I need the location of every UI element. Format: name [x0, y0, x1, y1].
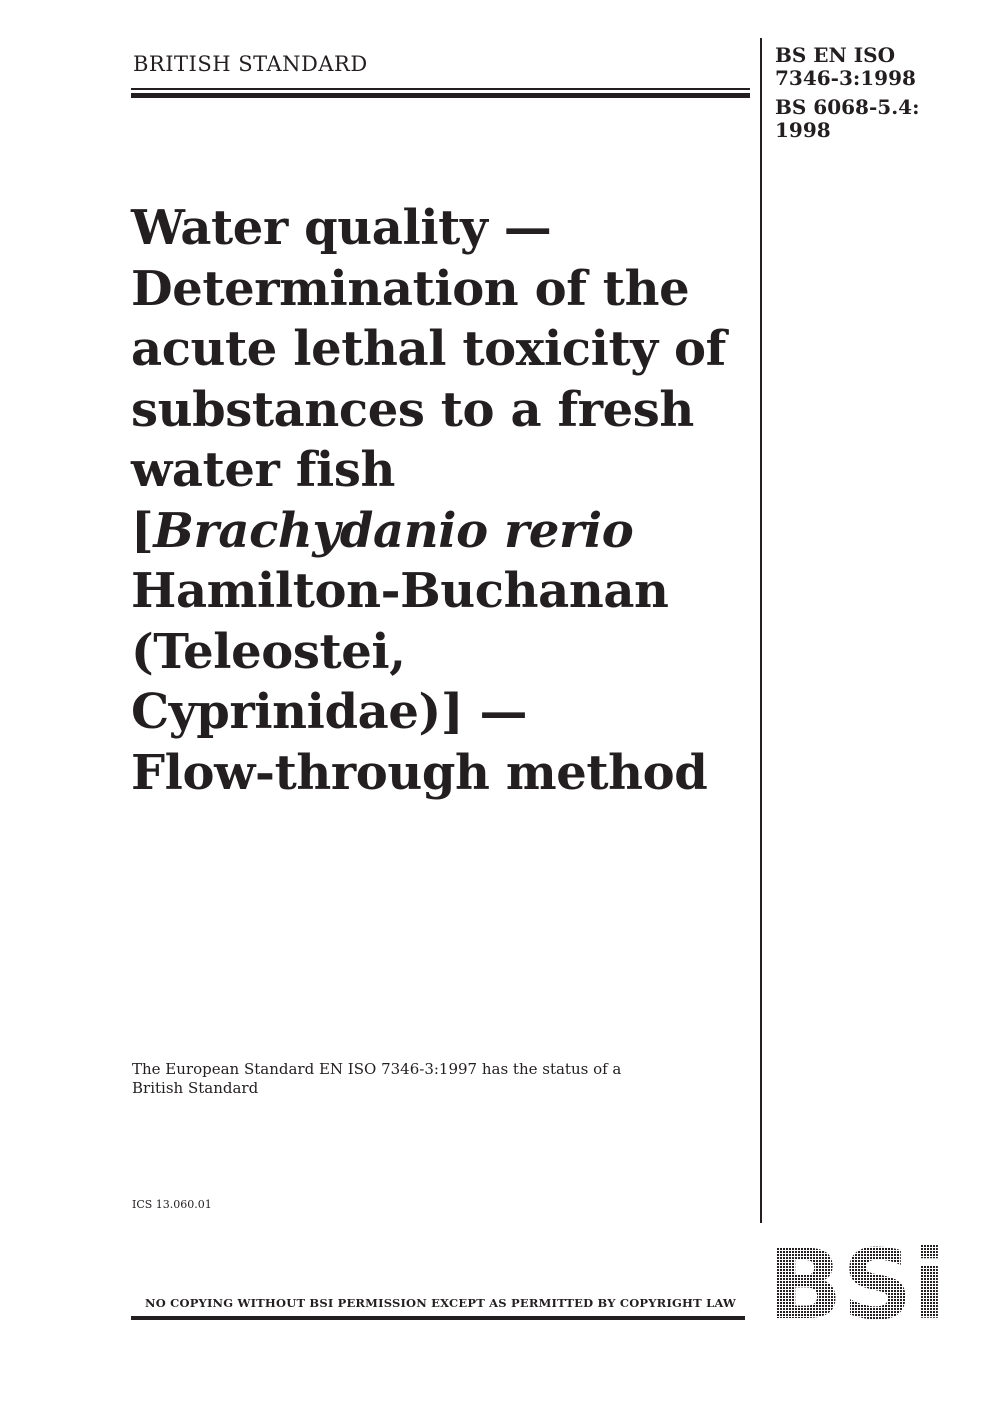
document-series-label: BRITISH STANDARD [133, 52, 368, 76]
status-note [132, 1060, 692, 1098]
reference-line: 7346-3:1998 [775, 66, 916, 90]
title-line: acute lethal toxicity of [131, 321, 726, 377]
title-line: Cyprinidae)] — [131, 684, 528, 740]
copyright-notice: NO COPYING WITHOUT BSI PERMISSION EXCEPT AS PERMITTED BY COPYRIGHT LAW [145, 1296, 737, 1310]
document-title [131, 198, 751, 803]
species-name: Brachydanio rerio [153, 502, 634, 559]
status-note-line: The European Standard EN ISO 7346-3:1997 has the status of a [132, 1060, 622, 1078]
status-note-line: British Standard [132, 1079, 259, 1097]
title-line: Hamilton-Buchanan [131, 563, 669, 619]
vertical-divider [760, 38, 762, 1223]
title-line: (Teleostei, [131, 623, 406, 680]
title-line: Flow-through method [131, 744, 708, 801]
reference-line: BS 6068-5.4: [775, 95, 920, 119]
footer-rule [131, 1316, 745, 1320]
bsi-logo-icon [768, 1242, 946, 1320]
title-line: Water quality — [131, 200, 552, 256]
title-line [131, 501, 751, 562]
title-line: Determination of the [131, 260, 690, 317]
title-bracket: [ [131, 502, 154, 559]
title-line: water fish [131, 442, 395, 498]
header-rule [131, 88, 750, 98]
standard-reference [775, 44, 975, 142]
title-line: substances to a fresh [131, 381, 694, 438]
reference-line: BS EN ISO [775, 43, 896, 67]
reference-line: 1998 [775, 118, 831, 142]
ics-code: ICS 13.060.01 [132, 1198, 212, 1211]
